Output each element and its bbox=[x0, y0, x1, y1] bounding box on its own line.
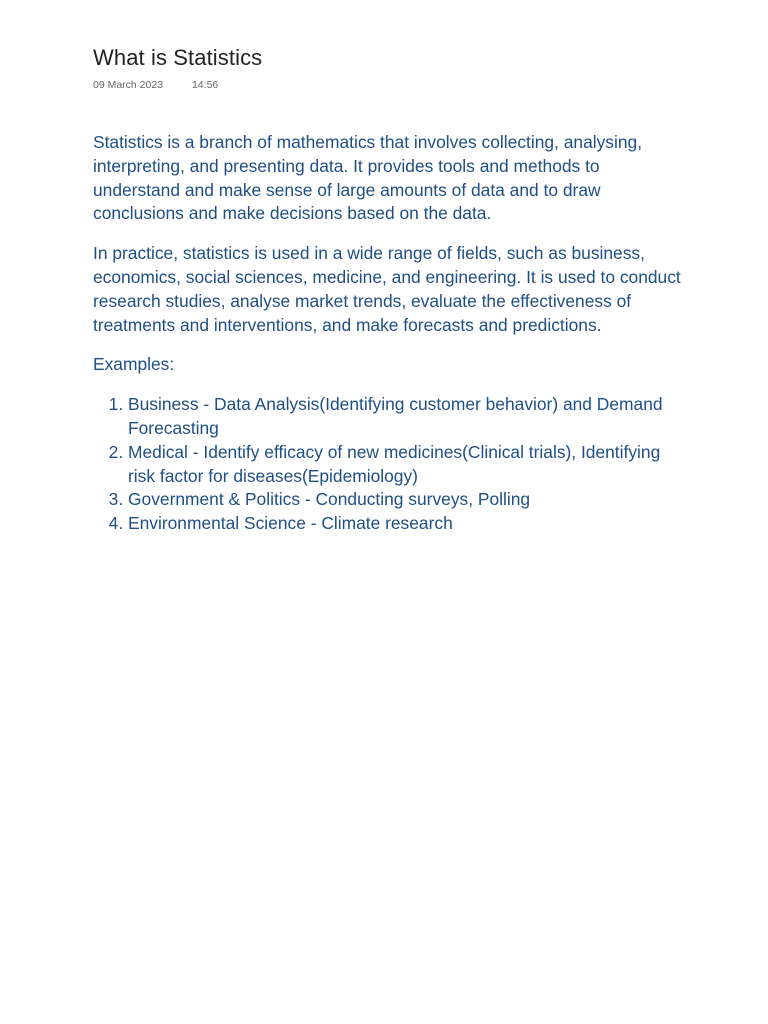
page-metadata bbox=[93, 79, 218, 91]
examples-list bbox=[93, 393, 683, 536]
examples-heading: Examples: bbox=[93, 354, 175, 375]
page-title: What is Statistics bbox=[93, 45, 263, 70]
page-date: 09 March 2023 bbox=[93, 79, 164, 91]
note-content bbox=[93, 131, 683, 536]
paragraph-definition: Statistics is a branch of mathematics that involves collecting, analysing, interpreting, and presenting data. It provides tools and methods to understand and make sense of large amounts of data and to draw conclusions and make decisions based on the data. bbox=[93, 132, 643, 224]
examples-list-item: 4. Environmental Science - Climate research bbox=[128, 512, 683, 536]
page-time: 14:56 bbox=[191, 79, 219, 91]
examples-list-item: 3. Government & Politics - Conducting surveys, Polling bbox=[128, 488, 683, 512]
examples-list-item: 2. Medical - Identify efficacy of new medicines(Clinical trials), Identifying risk factor for diseases(Epidemiology) bbox=[128, 441, 683, 489]
paragraph-practice: In practice, statistics is used in a wide range of fields, such as business, economics, social sciences, medicine, and engineering. It is used to conduct research studies, analyse market trends, evaluate the effectiveness of treatments and interventions, and make forecasts and predictions. bbox=[93, 243, 681, 335]
examples-list-item: 1. Business - Data Analysis(Identifying customer behavior) and Demand Forecasting bbox=[128, 393, 683, 441]
